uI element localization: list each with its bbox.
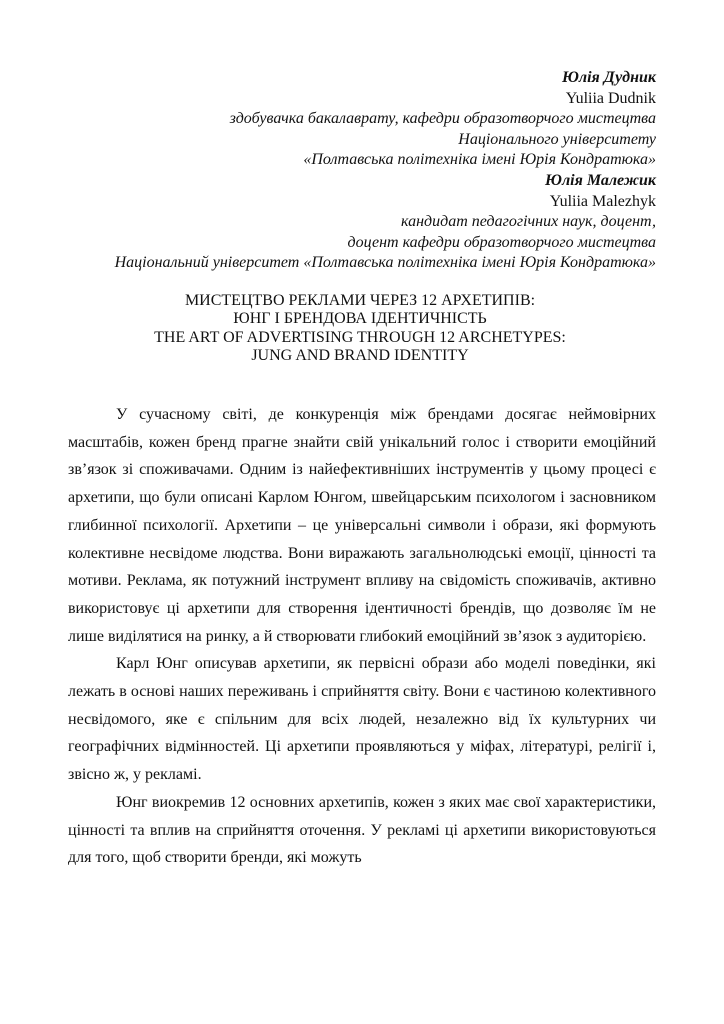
author-block — [60, 68, 656, 274]
paragraph: У сучасному світі, де конкуренція між брендами досягає неймовірних масштабів, кожен бренд прагне знайти свій унікальний голос і створити емоційний зв’язок зі споживачами. Одним із найефективніших інструментів у цьому процесі є архетипи, що були описані Карлом Юнгом, швейцарським психологом і засновником глибинної психології. Архетипи – це універсальні символи і образи, які формують колективне несвідоме людства. Вони виражають загальнолюдські емоції, цінності та мотиви. Реклама, як потужний інструмент впливу на свідомість споживачів, активно використовує ці архетипи для створення ідентичності брендів, що дозволяє їм не лише виділятися на ринку, а й створювати глибокий емоційний зв’язок з аудиторією. — [68, 406, 656, 645]
author-name-latin: Yuliia Dudnik — [565, 89, 656, 107]
paragraph: Карл Юнг описував архетипи, як первісні образи або моделі поведінки, які лежать в основі наших переживань і сприйняття світу. Вони є частиною колективного несвідомого, яке є спільним для всіх людей, незалежно від їх культурних чи географічних відмінностей. Ці архетипи проявляються у міфах, літературі, релігії і, звісно ж, у рекламі. — [68, 655, 656, 784]
author-affiliation-line: кандидат педагогічних наук, доцент, — [401, 213, 656, 231]
title-line: JUNG AND BRAND IDENTITY — [251, 347, 469, 365]
author-affiliation-line: доцент кафедри образотворчого мистецтва — [347, 233, 656, 251]
author-affiliation-line: Національний університет «Полтавська політехніка імені Юрія Кондратюка» — [114, 254, 656, 272]
title-line: ЮНГ І БРЕНДОВА ІДЕНТИЧНІСТЬ — [233, 310, 487, 328]
author-affiliation-line: «Полтавська політехніка імені Юрія Кондратюка» — [303, 151, 656, 169]
title-line: THE ART OF ADVERTISING THROUGH 12 ARCHETYPES: — [154, 328, 566, 346]
author-name-latin: Yuliia Malezhyk — [549, 192, 656, 210]
author-name: Юлія Малежик — [545, 171, 656, 189]
author-affiliation-line: здобувачка бакалаврату, кафедри образотворчого мистецтва — [229, 110, 656, 128]
author-name: Юлія Дудник — [561, 69, 656, 86]
paragraph: Юнг виокремив 12 основних архетипів, кожен з яких має свої характеристики, цінності та вплив на сприйняття оточення. У рекламі ці архетипи використовуються для того, щоб створити бренди, які можуть — [68, 793, 656, 867]
paper-title — [60, 292, 660, 366]
author-affiliation-line: Національного університету — [458, 130, 656, 148]
title-line: МИСТЕЦТВО РЕКЛАМИ ЧЕРЕЗ 12 АРХЕТИПІВ: — [184, 292, 536, 309]
body-text — [68, 401, 656, 872]
